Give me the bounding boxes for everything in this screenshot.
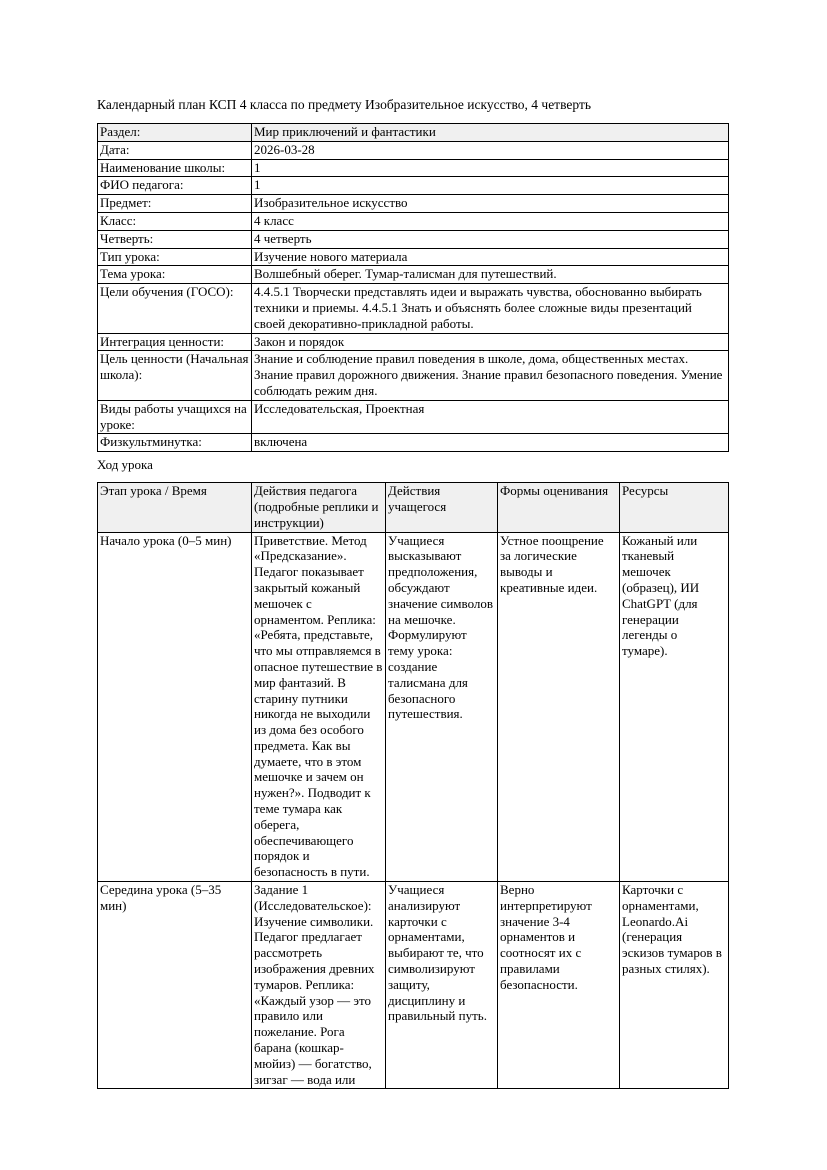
info-value: 1 [252, 159, 729, 177]
cell-stage: Начало урока (0–5 мин) [98, 532, 252, 882]
header-resources: Ресурсы [620, 483, 729, 532]
info-label: Цель ценности (Начальная школа): [98, 351, 252, 400]
info-label: Класс: [98, 212, 252, 230]
info-value: Изучение нового материала [252, 248, 729, 266]
cell-assessment: Устное поощрение за логические выводы и креативные идеи. [498, 532, 620, 882]
info-row-razdel [98, 124, 729, 142]
info-label: Физкультминутка: [98, 434, 252, 452]
info-row-lesson-topic [98, 266, 729, 284]
info-label: Предмет: [98, 195, 252, 213]
info-label: Раздел: [98, 124, 252, 142]
cell-assessment: Верно интерпретируют значение 3-4 орнаментов и соотносят их с правилами безопасности. [498, 882, 620, 1089]
info-row-work-types [98, 400, 729, 434]
info-label: Интеграция ценности: [98, 333, 252, 351]
info-value: 4.4.5.1 Творчески представлять идеи и выражать чувства, обоснованно выбирать техники и приемы. 4.4.5.1 Знать и объяснять более сложные виды презентаций своей декоративно-прикладной работы. [252, 284, 729, 333]
info-row-data [98, 141, 729, 159]
info-label: Виды работы учащихся на уроке: [98, 400, 252, 434]
header-assessment: Формы оценивания [498, 483, 620, 532]
info-value: 1 [252, 177, 729, 195]
info-row-quarter [98, 230, 729, 248]
info-value: 4 класс [252, 212, 729, 230]
lesson-row-start [98, 532, 729, 882]
info-value: Исследовательская, Проектная [252, 400, 729, 434]
cell-teacher-actions: Задание 1 (Исследовательское): Изучение символики. Педагог предлагает рассмотреть изображения древних тумаров. Реплика: «Каждый узор — это правило или пожелание. Рога барана (кошкар-мюйиз) — богатство, зигзаг — вода или [252, 882, 386, 1089]
info-label: ФИО педагога: [98, 177, 252, 195]
info-row-goals [98, 284, 729, 333]
info-value: Мир приключений и фантастики [252, 124, 729, 142]
info-value: Закон и порядок [252, 333, 729, 351]
document-title: Календарный план КСП 4 класса по предмету Изобразительное искусство, 4 четверть [97, 97, 591, 112]
info-value: 4 четверть [252, 230, 729, 248]
info-row-subject [98, 195, 729, 213]
lesson-flow-table [97, 482, 729, 1089]
document-content [97, 97, 728, 1089]
info-value: 2026-03-28 [252, 141, 729, 159]
lesson-info-table [97, 123, 729, 452]
info-label: Тема урока: [98, 266, 252, 284]
header-student-actions: Действия учащегося [386, 483, 498, 532]
info-row-value-goal [98, 351, 729, 400]
info-row-school [98, 159, 729, 177]
header-stage: Этап урока / Время [98, 483, 252, 532]
cell-resources: Карточки с орнаментами, Leonardo.Ai (генерация эскизов тумаров в разных стилях). [620, 882, 729, 1089]
info-value: включена [252, 434, 729, 452]
info-label: Наименование школы: [98, 159, 252, 177]
cell-stage: Середина урока (5–35 мин) [98, 882, 252, 1089]
cell-teacher-actions: Приветствие. Метод «Предсказание». Педагог показывает закрытый кожаный мешочек с орнаментом. Реплика: «Ребята, представьте, что мы отправляемся в опасное путешествие в мир фантазий. В старину путники никогда не выходили из дома без особого предмета. Как вы думаете, что в этом мешочке и зачем он нужен?». Подводит к теме тумара как оберега, обеспечивающего порядок и безопасность в пути. [252, 532, 386, 882]
info-label: Четверть: [98, 230, 252, 248]
cell-student-actions: Учащиеся высказывают предположения, обсуждают значение символов на мешочке. Формулируют тему урока: создание талисмана для безопасного путешествия. [386, 532, 498, 882]
section-heading: Ход урока [97, 457, 153, 473]
info-label: Тип урока: [98, 248, 252, 266]
info-label: Дата: [98, 141, 252, 159]
lesson-table-header-row [98, 483, 729, 532]
cell-resources: Кожаный или тканевый мешочек (образец), ИИ ChatGPT (для генерации легенды о тумаре). [620, 532, 729, 882]
info-value: Волшебный оберег. Тумар-талисман для путешествий. [252, 266, 729, 284]
info-row-lesson-type [98, 248, 729, 266]
lesson-row-middle [98, 882, 729, 1089]
info-value: Знание и соблюдение правил поведения в школе, дома, общественных местах. Знание правил дорожного движения. Знание правил безопасного поведения. Умение соблюдать режим дня. [252, 351, 729, 400]
cell-student-actions: Учащиеся анализируют карточки с орнаментами, выбирают те, что символизируют защиту, дисциплину и правильный путь. [386, 882, 498, 1089]
header-teacher-actions: Действия педагога (подробные реплики и инструкции) [252, 483, 386, 532]
info-value: Изобразительное искусство [252, 195, 729, 213]
info-row-teacher-name [98, 177, 729, 195]
info-label: Цели обучения (ГОСО): [98, 284, 252, 333]
info-row-values-integration [98, 333, 729, 351]
info-row-class [98, 212, 729, 230]
info-row-physical-minute [98, 434, 729, 452]
